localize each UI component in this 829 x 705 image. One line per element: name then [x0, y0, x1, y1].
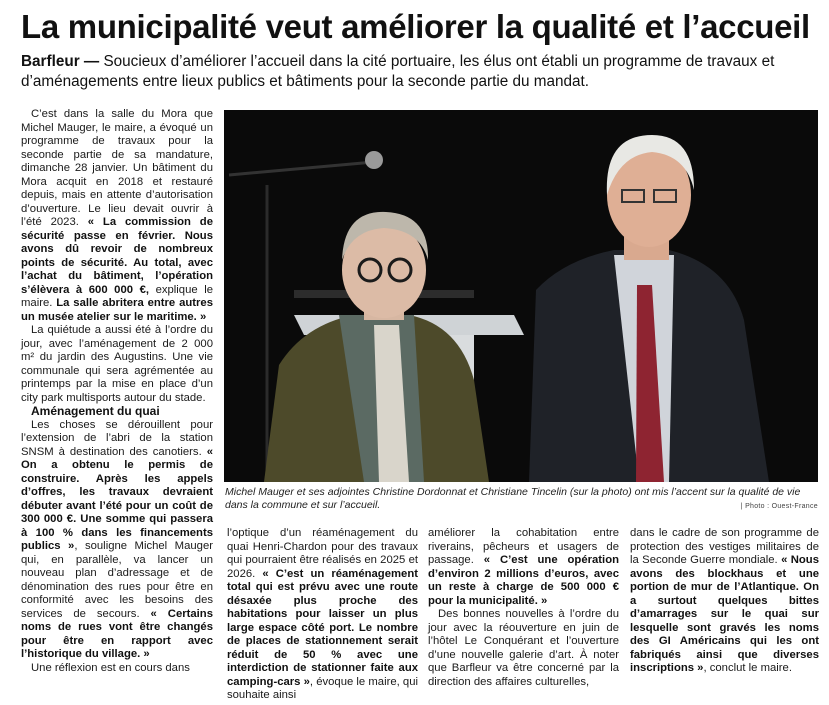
c1-p1-text: C’est dans la salle du Mora que Michel Mauger, le maire, a évoqué un programme de travaux pour la seconde partie de sa mandature, dimanche 28 janvier. Un bâtiment du Mora acquit en 2018 et restauré depuis, mais en attente d’autorisation d’ouverture. Le lieu devait ouvrir à l’été 2023.: [21, 108, 213, 228]
photo-credit: | Photo : Ouest-France: [740, 503, 818, 510]
c1-p1-attribution: explique le maire.: [21, 283, 214, 309]
c2-attribution: , évoque le maire, qui souhaite ainsi: [227, 675, 418, 701]
photo-illustration: [224, 110, 818, 482]
c1-p3-quote-end: « Certains noms de rues vont être changés pour être en rapport avec l’historique du village. »: [21, 607, 213, 660]
article-photo: [224, 110, 818, 482]
c4-quote: « Nous avons des blockhaus et une portion de mur de l’Atlantique. On a surtout quelques bittes d’amarrages sur le quai sur lesquelle sont gravés les noms des GI Américains qui les ont fabriqués ainsi que diverses inscriptions »: [630, 554, 819, 674]
column-3: [428, 527, 619, 689]
c1-p3-attribution: , souligne Michel Mauger qui, en parallèle, va lancer un nouveau plan d’adressage et de dénomination des rues pour être en conformité avec les besoins des services de secours.: [21, 540, 213, 620]
c3-p2: Des bonnes nouvelles à l’ordre du jour avec la réouverture en juin de l’hôtel Le Conquérant et l’ouverture d’une nouvelle galerie d’art. À noter que Barfleur va être concerné par la direction des affaires culturelles,: [428, 608, 619, 688]
c1-p3-quote: « On a obtenu le permis de construire. Après les appels d’offres, les travaux devraient débuter avant l’été pour un coût de 300 000 €. Une somme qui passera à 100 % dans les financements publics »: [21, 445, 213, 552]
c2-quote: « C’est un réaménagement total qui est prévu avec une route désaxée plus proche des habitations pour laisser un plus large espace côté port. Le nombre de places de stationnement serait réduit de 50 % avec une interdiction de stationner faite aux camping-cars »: [227, 567, 418, 688]
c1-p1-quote: « La commission de sécurité passe en février. Nous avons dû revoir de nombreux points de sécurité. Au total, avec l’achat du bâtiment, l’opération s’élèvera à 600 000 €,: [21, 216, 213, 296]
column-2: [227, 527, 418, 703]
column-4: [630, 527, 819, 676]
photo-caption: Michel Mauger et ses adjointes Christine Dordonnat et Christiane Tincelin (sur la photo) ont mis l’accent sur la qualité de vie dans la commune et sur l’accueil.: [225, 486, 801, 511]
headline: La municipalité veut améliorer la qualité et l’accueil: [21, 8, 810, 45]
lead-text: Soucieux d’améliorer l’accueil dans la cité portuaire, les élus ont établi un programme de travaux et d’aménagements entre lieux publics et bâtiments pour la seconde partie du mandat.: [21, 53, 775, 90]
c4-attribution: , conclut le maire.: [703, 662, 792, 674]
c3-quote: « C’est une opération d’environ 2 millions d’euros, avec un reste à charge de 500 000 € pour la municipalité. »: [428, 554, 619, 607]
lead-paragraph: [21, 52, 811, 92]
dateline-place: Barfleur —: [21, 53, 100, 70]
column-1: [21, 108, 213, 675]
c2-text: l’optique d’un réaménagement du quai Henri-Chardon pour des travaux qui pourraient être réalisés en 2025 et 2026.: [227, 527, 418, 580]
c3-text: améliorer la cohabitation entre riverains, pêcheurs et usagers de passage.: [428, 527, 619, 566]
c4-text: dans le cadre de son programme de protection des vestiges militaires de la Seconde Guerre mondiale.: [630, 527, 819, 566]
c1-p2: La quiétude a aussi été à l’ordre du jour, avec l’aménagement de 2 000 m² du jardin des Augustins. Une vie communale qui sera agrémentée au printemps par la mise en place d’un city park multisports autour du stade.: [21, 324, 213, 404]
c1-p4: Une réflexion est en cours dans: [31, 661, 190, 674]
subheading: Aménagement du quai: [31, 404, 160, 418]
c1-p3-text: Les choses se dérouillent pour l’extension de l’abri de la station SNSM à destination des canotiers.: [21, 418, 213, 458]
c1-p1-quote-end: La salle abritera entre autres un musée atelier sur le maritime. »: [21, 297, 213, 323]
